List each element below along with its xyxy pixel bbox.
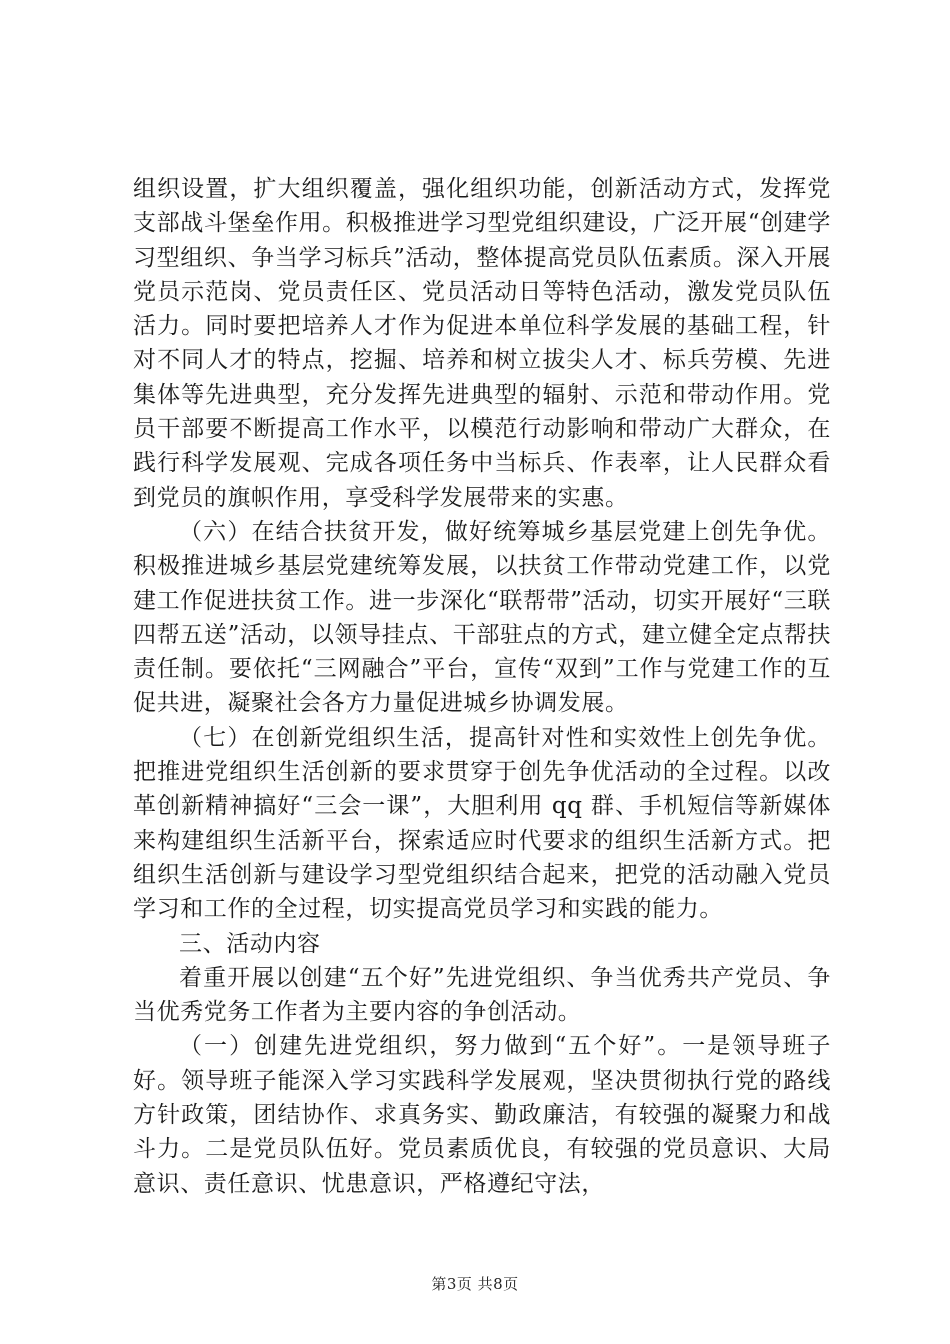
paragraph-activity-intro: 着重开展以创建“五个好”先进党组织、争当优秀共产党员、争当优秀党务工作者为主要内容的争创活动。 (133, 964, 831, 1026)
section-heading-activity-content: 三、活动内容 (179, 930, 321, 957)
paragraph-subsection-1: （一）创建先进党组织，努力做到“五个好”。一是领导班子好。领导班子能深入学习实践科学发展观，坚决贯彻执行党的路线方针政策，团结协作、求真务实、勤政廉洁，有较强的凝聚力和战斗力。二是党员队伍好。党员素质优良，有较强的党员意识、大局意识、责任意识、忧患意识，严格遵纪守法， (133, 1033, 831, 1197)
document-body (133, 172, 831, 1201)
paragraph-section-6: （六）在结合扶贫开发，做好统筹城乡基层党建上创先争优。积极推进城乡基层党建统筹发展，以扶贫工作带动党建工作，以党建工作促进扶贫工作。进一步深化“联帮带”活动，切实开展好“三联四帮五送”活动，以领导挂点、干部驻点的方式，建立健全定点帮扶责任制。要依托“三网融合”平台，宣传“双到”工作与党建工作的互促共进，凝聚社会各方力量促进城乡协调发展。 (133, 518, 831, 717)
paragraph-section-7: （七）在创新党组织生活，提高针对性和实效性上创先争优。把推进党组织生活创新的要求贯穿于创先争优活动的全过程。以改革创新精神搞好“三会一课”，大胆利用 qq 群、手机短信等新媒体来构建组织生活新平台，探索适应时代要求的组织生活新方式。把组织生活创新与建设学习型党组织结合起来，把党的活动融入党员学习和工作的全过程，切实提高党员学习和实践的能力。 (133, 724, 831, 923)
page-footer: 第3页 共8页 (431, 1275, 519, 1293)
paragraph-continuation: 组织设置，扩大组织覆盖，强化组织功能，创新活动方式，发挥党支部战斗堡垒作用。积极推进学习型党组织建设，广泛开展“创建学习型组织、争当学习标兵”活动，整体提高党员队伍素质。深入开展党员示范岗、党员责任区、党员活动日等特色活动，激发党员队伍活力。同时要把培养人才作为促进本单位科学发展的基础工程，针对不同人才的特点，挖掘、培养和树立拔尖人才、标兵劳模、先进集体等先进典型，充分发挥先进典型的辐射、示范和带动作用。党员干部要不断提高工作水平，以模范行动影响和带动广大群众，在践行科学发展观、完成各项任务中当标兵、作表率，让人民群众看到党员的旗帜作用，享受科学发展带来的实惠。 (133, 176, 831, 511)
